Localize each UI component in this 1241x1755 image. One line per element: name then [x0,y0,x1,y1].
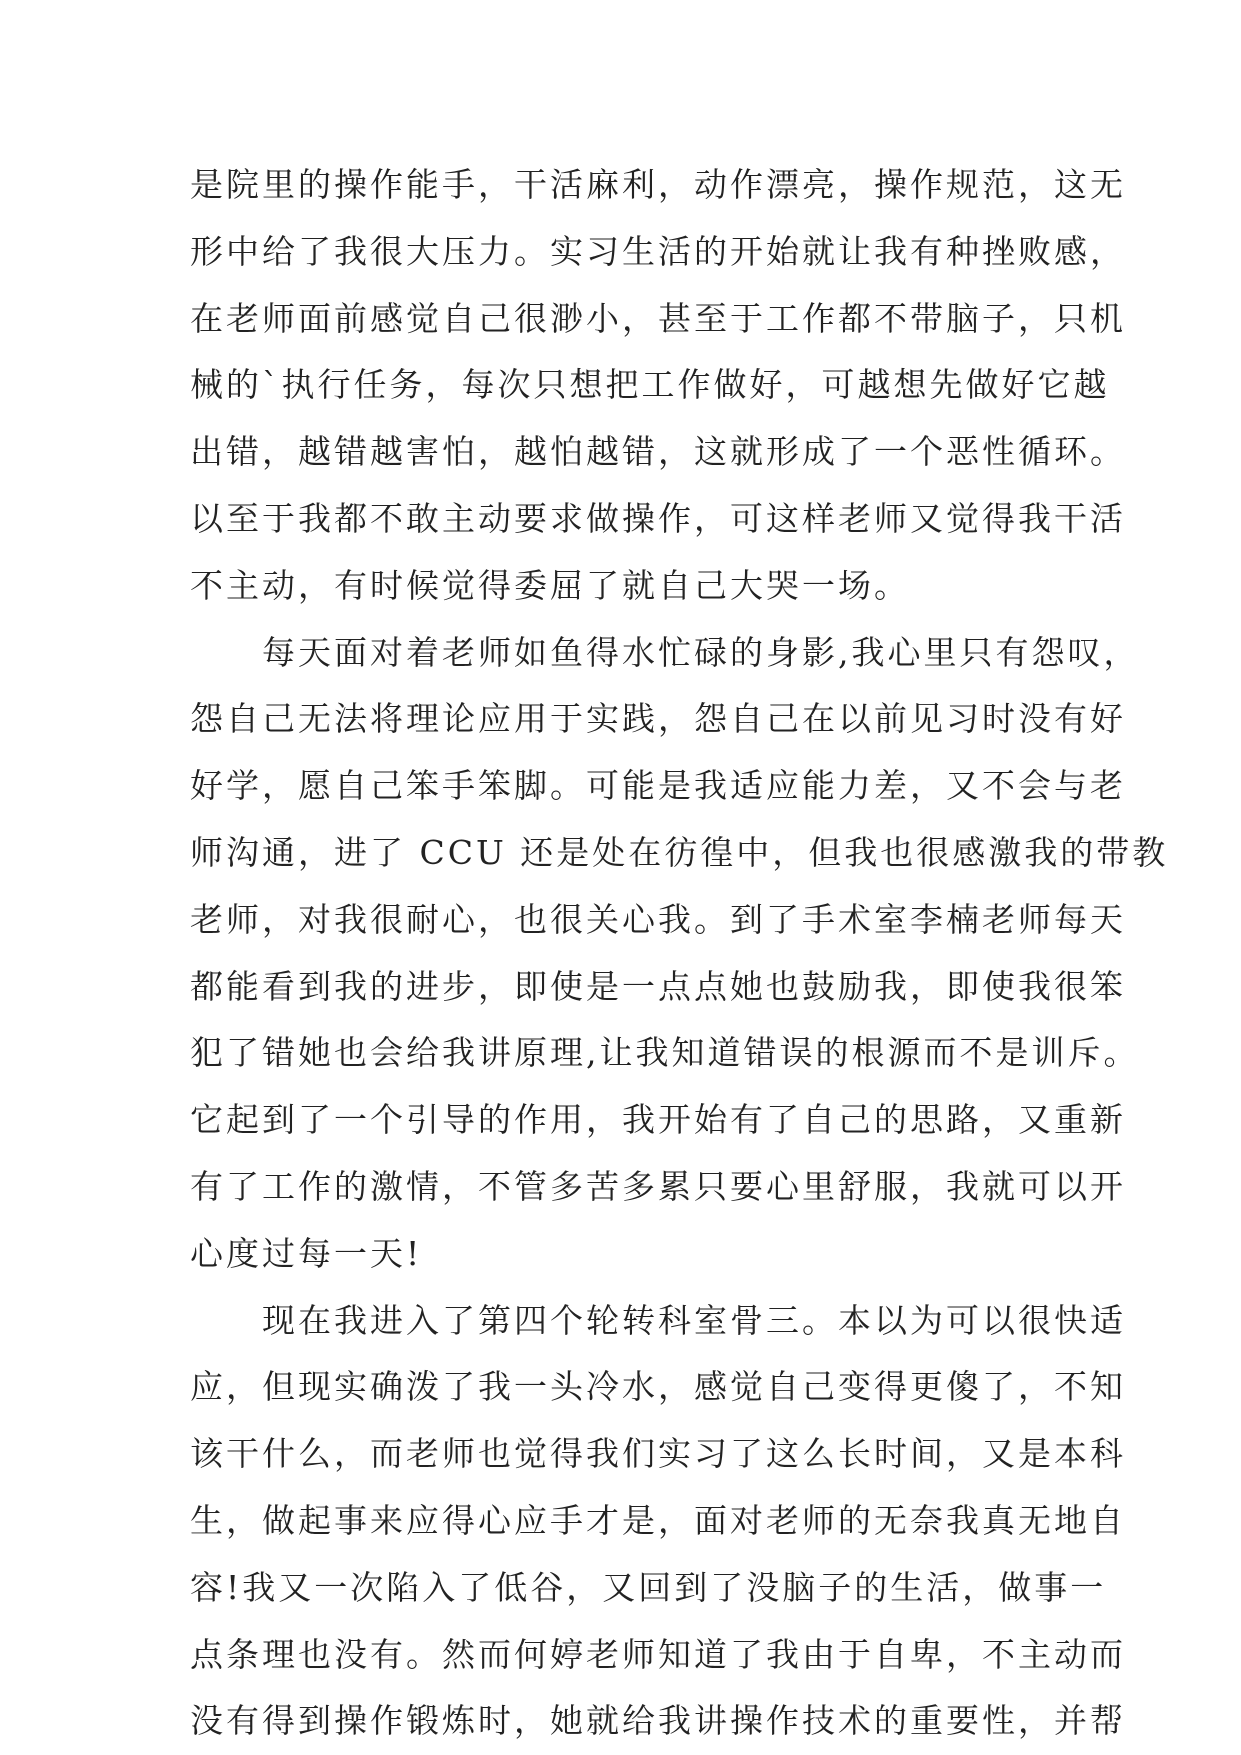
text-line: 容!我又一次陷入了低谷，又回到了没脑子的生活，做事一 [190,1567,1107,1607]
paragraph-start-line: 现在我进入了第四个轮转科室骨三。本以为可以很快适 [190,1300,1126,1340]
text-line: 心度过每一天! [190,1233,423,1273]
text-line: 形中给了我很大压力。实习生活的开始就让我有种挫败感， [190,231,1126,271]
text-line: 该干什么，而老师也觉得我们实习了这么长时间，又是本科 [190,1434,1126,1474]
text-line: 械的`执行任务，每次只想把工作做好，可越想先做好它越 [190,365,1110,405]
text-line: 以至于我都不敢主动要求做操作，可这样老师又觉得我干活 [190,498,1126,538]
text-line: 点条理也没有。然而何婷老师知道了我由于自卑，不主动而 [190,1634,1126,1674]
text-line: 都能看到我的进步，即使是一点点她也鼓励我，即使我很笨 [190,966,1126,1006]
body-text [190,152,1169,1755]
text-line: 生，做起事来应得心应手才是，面对老师的无奈我真无地自 [190,1500,1126,1540]
text-line: 没有得到操作锻炼时，她就给我讲操作技术的重要性，并帮 [190,1701,1126,1741]
text-line: 它起到了一个引导的作用，我开始有了自己的思路，又重新 [190,1100,1126,1140]
paragraph-start-line: 每天面对着老师如鱼得水忙碌的身影,我心里只有怨叹， [190,632,1140,672]
text-line: 有了工作的激情，不管多苦多累只要心里舒服，我就可以开 [190,1166,1126,1206]
text-line: 犯了错她也会给我讲原理,让我知道错误的根源而不是训斥。 [190,1033,1140,1073]
text-line: 怨自己无法将理论应用于实践，怨自己在以前见习时没有好 [190,699,1126,739]
text-line: 师沟通，进了 CCU 还是处在彷徨中，但我也很感激我的带教 [190,832,1169,872]
text-line: 在老师面前感觉自己很渺小，甚至于工作都不带脑子，只机 [190,298,1126,338]
text-line: 好学，愿自己笨手笨脚。可能是我适应能力差，又不会与老 [190,766,1126,806]
text-line: 不主动，有时候觉得委屈了就自己大哭一场。 [190,565,910,605]
text-line: 出错，越错越害怕，越怕越错，这就形成了一个恶性循环。 [190,432,1126,472]
text-line: 应，但现实确泼了我一头冷水，感觉自己变得更傻了，不知 [190,1367,1126,1407]
text-line: 老师，对我很耐心，也很关心我。到了手术室李楠老师每天 [190,899,1126,939]
text-line: 是院里的操作能手，干活麻利，动作漂亮，操作规范，这无 [190,165,1126,204]
